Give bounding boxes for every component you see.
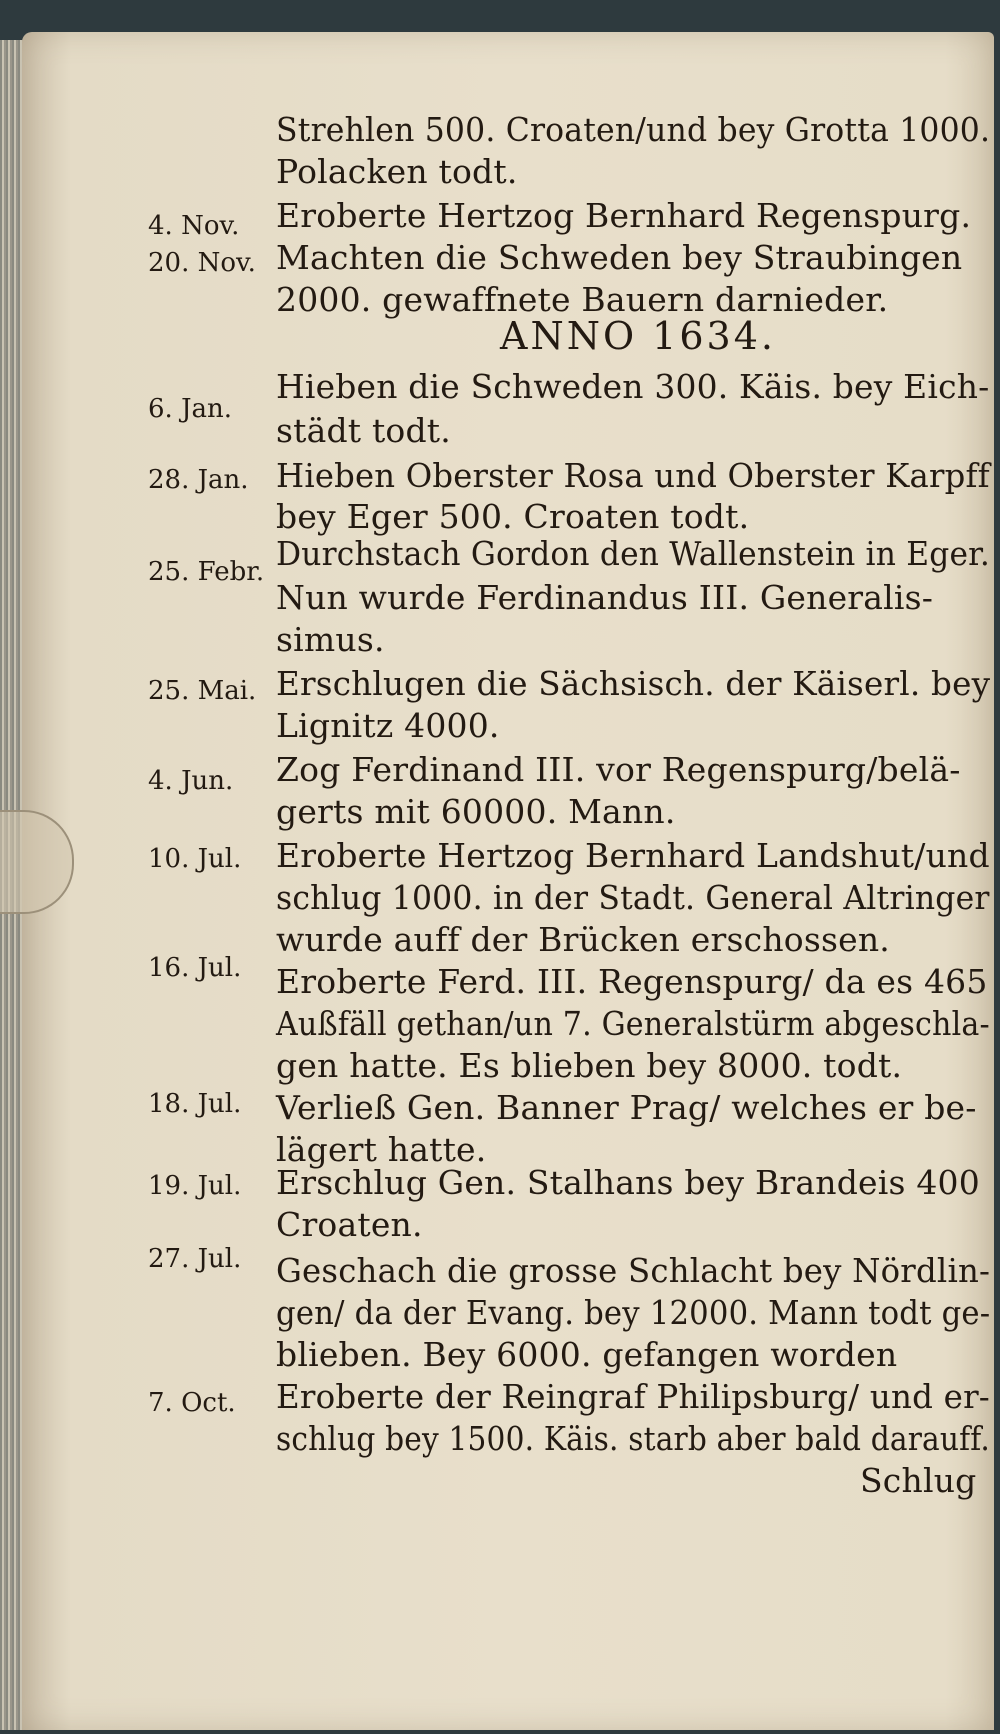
- text-line: wurde auff der Brücken erschossen.: [276, 920, 890, 959]
- entry-date: 20. Nov.: [148, 248, 256, 278]
- text-line: Eroberte Hertzog Bernhard Landshut/und: [276, 836, 990, 875]
- text-line: Geschach die grosse Schlacht bey Nördlin-: [276, 1251, 991, 1290]
- text-line: Croaten.: [276, 1205, 423, 1244]
- text-line: gen hatte. Es blieben bey 8000. todt.: [276, 1046, 903, 1085]
- entry-date: 10. Jul.: [148, 844, 242, 874]
- entry-date: 18. Jul.: [148, 1089, 242, 1119]
- text-line: Nun wurde Ferdinandus III. Generalis-: [276, 578, 934, 617]
- text-line: 2000. gewaffnete Bauern darnieder.: [276, 280, 889, 319]
- text-line: Erschlugen die Sächsisch. der Käiserl. bey: [276, 664, 991, 703]
- text-line: Strehlen 500. Croaten/und bey Grotta 1000.: [276, 110, 991, 149]
- entry-date: 4. Nov.: [148, 211, 240, 241]
- entry-date: 16. Jul.: [148, 953, 242, 983]
- entry-date: 25. Mai.: [148, 676, 257, 706]
- text-line: Polacken todt.: [276, 152, 518, 191]
- text-line: schlug 1000. in der Stadt. General Altringer: [276, 878, 990, 917]
- entry-date: 6. Jan.: [148, 394, 233, 424]
- text-line: Erschlug Gen. Stalhans bey Brandeis 400: [276, 1163, 980, 1202]
- text-line: Durchstach Gordon den Wallenstein in Eger.: [276, 534, 991, 573]
- text-line: Verließ Gen. Banner Prag/ welches er be-: [276, 1088, 977, 1127]
- text-line: Eroberte der Reingraf Philipsburg/ und er-: [276, 1377, 991, 1416]
- text-line: Außfäll gethan/un 7. Generalstürm abgeschla-: [276, 1004, 990, 1043]
- text-line: Eroberte Ferd. III. Regenspurg/ da es 465: [276, 962, 988, 1001]
- entry-date: 19. Jul.: [148, 1171, 242, 1201]
- text-line: blieben. Bey 6000. gefangen worden: [276, 1335, 898, 1374]
- text-line: Hieben die Schweden 300. Käis. bey Eich-: [276, 367, 990, 406]
- text-line: schlug bey 1500. Käis. starb aber bald darauff.: [276, 1419, 991, 1458]
- catchword: Schlug: [860, 1461, 977, 1500]
- text-line: simus.: [276, 620, 385, 659]
- text-line: Hieben Oberster Rosa und Oberster Karpff: [276, 456, 990, 495]
- text-line: lägert hatte.: [276, 1130, 487, 1169]
- entry-date: 4. Jun.: [148, 766, 234, 796]
- text-line: Zog Ferdinand III. vor Regenspurg/belä-: [276, 750, 961, 789]
- text-line: Eroberte Hertzog Bernhard Regenspurg.: [276, 196, 972, 235]
- entry-date: 27. Jul.: [148, 1244, 242, 1274]
- text-line: bey Eger 500. Croaten todt.: [276, 497, 750, 536]
- entry-date: 25. Febr.: [148, 557, 265, 587]
- text-line: städt todt.: [276, 411, 451, 450]
- text-line: Machten die Schweden bey Straubingen: [276, 238, 963, 277]
- text-line: gen/ da der Evang. bey 12000. Mann todt ge-: [276, 1293, 991, 1332]
- text-line: gerts mit 60000. Mann.: [276, 792, 676, 831]
- text-line: Lignitz 4000.: [276, 706, 500, 745]
- entry-date: 7. Oct.: [148, 1388, 236, 1418]
- year-heading: ANNO 1634.: [500, 314, 776, 358]
- entry-date: 28. Jan.: [148, 465, 249, 495]
